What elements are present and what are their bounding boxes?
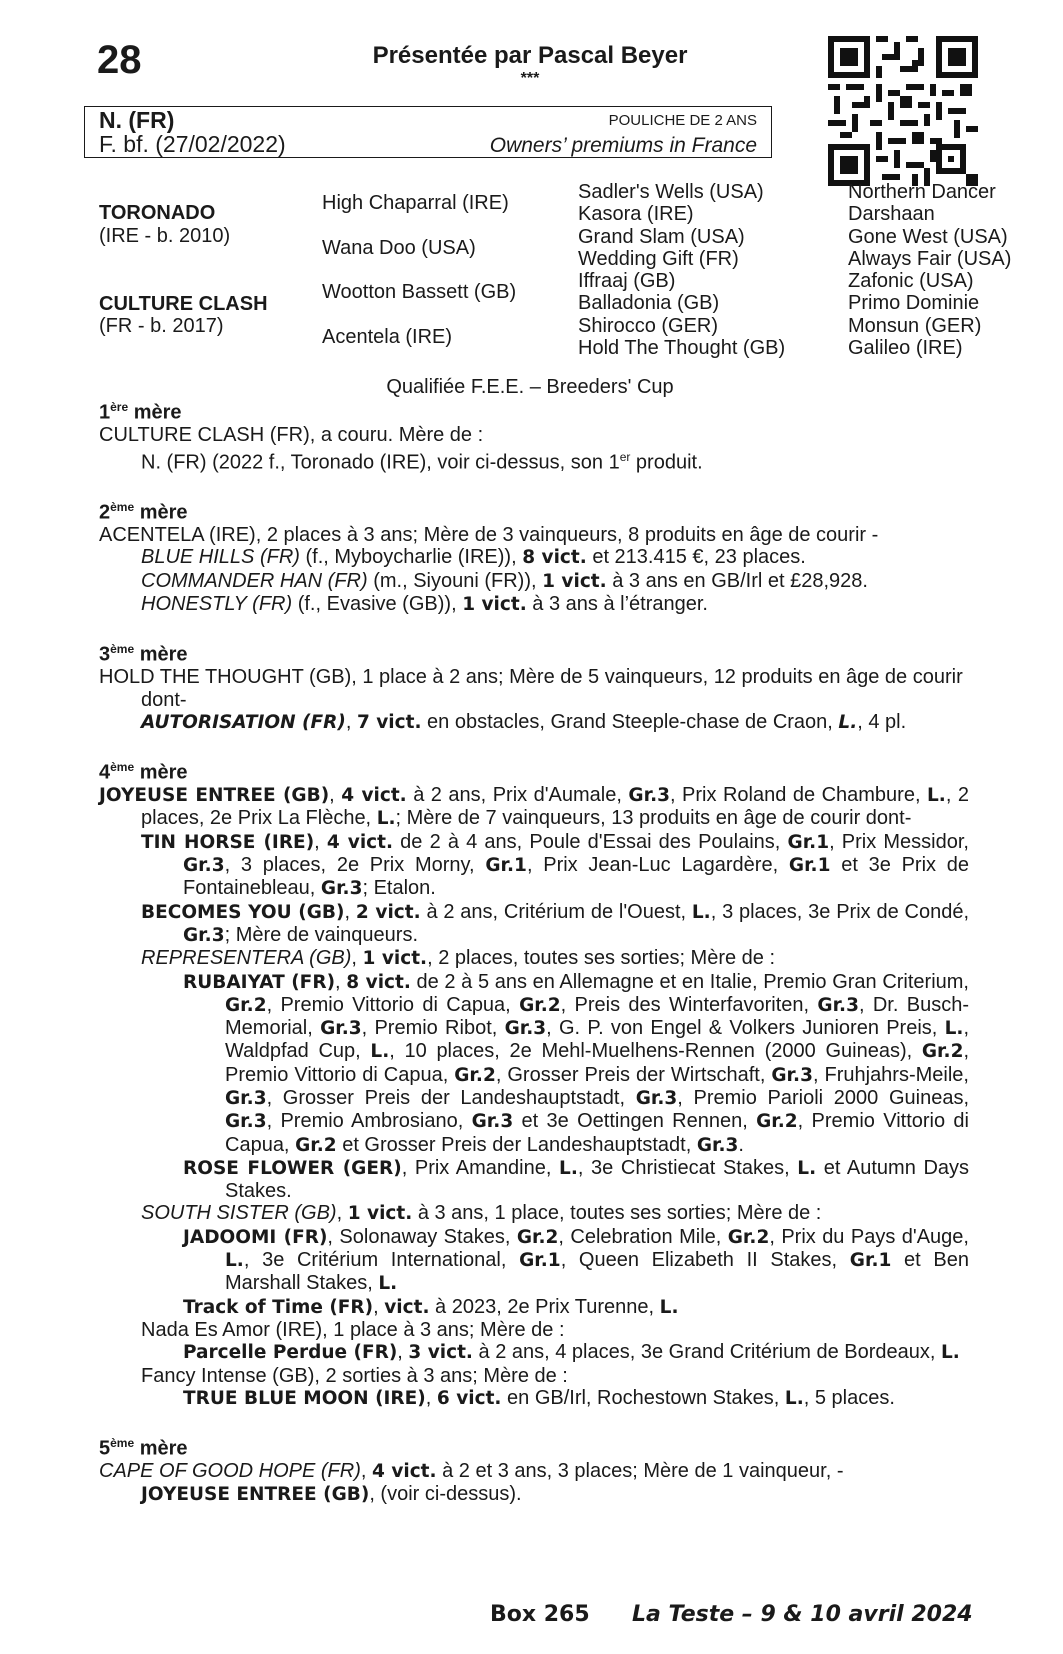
horse-name: N. (FR)	[99, 107, 175, 133]
pedigree-gen3-item: Wedding Gift (FR)	[578, 248, 739, 270]
dam-line	[99, 396, 969, 1529]
pedigree-sire-info: (IRE - b. 2010)	[99, 225, 231, 247]
pedigree-gen3-item: Grand Slam (USA)	[578, 226, 745, 248]
produce-entry: TIN HORSE (IRE), 4 vict. de 2 à 4 ans, Poule d'Essai des Poulains, Gr.1, Prix Messidor, Gr.3, 3 places, 2e Prix Morny, Gr.1, Prix Jean-Luc Lagardère, Gr.1 et 3e Prix de Fontainebleau, Gr.3; Etalon.	[141, 830, 970, 900]
produce-entry: RUBAIYAT (FR), 8 vict. de 2 à 5 ans en Allemagne et en Italie, Premio Gran Criterium, Gr.2, Premio Vittorio di Capua, Gr.2, Preis des Winterfavoriten, Gr.3, Dr. Busch-Memorial, Gr.3, Premio Ribot, Gr.3, G. P. von Engel & Volkers Junioren Preis, L., Waldpfad Cup, L., 10 places, 2e Mehl-Muelhens-Rennen (2000 Guineas), Gr.2, Premio Vittorio di Capua, Gr.2, Grosser Preis der Wirtschaft, Gr.3, Fruhjahrs-Meile, Gr.3, Grosser Preis der Landeshauptstadt, Gr.3, Premio Parioli 2000 Guineas, Gr.3, Premio Ambrosiano, Gr.3 et 3e Oettingen Rennen, Gr.2, Premio Vittorio di Capua, Gr.2 et Grosser Preis der Landeshauptstadt, Gr.3.	[183, 970, 970, 1156]
section-title: 1ère mère	[99, 400, 182, 424]
horse-description: F. bf. (27/02/2022)	[99, 131, 286, 157]
pedigree-gen4-item: Monsun (GER)	[848, 315, 982, 337]
produce-entry: Parcelle Perdue (FR), 3 vict. à 2 ans, 4 places, 3e Grand Critérium de Bordeaux, L.	[183, 1341, 960, 1364]
pedigree-gen4-item: Primo Dominie	[848, 292, 980, 314]
section-3rd-dam	[99, 638, 969, 734]
produce-entry: TRUE BLUE MOON (IRE), 6 vict. en GB/Irl, Rochestown Stakes, L., 5 places.	[183, 1386, 895, 1409]
horse-info-box	[84, 106, 772, 158]
pedigree-gen3-item: Kasora (IRE)	[578, 203, 694, 225]
qualification: Qualifiée F.E.E. – Breeders' Cup	[386, 376, 674, 398]
section-title: 3ème mère	[99, 642, 188, 666]
pedigree-gen3-item: Balladonia (GB)	[578, 292, 720, 314]
section-5th-dam	[99, 1432, 969, 1507]
pedigree-gen3-item: Hold The Thought (GB)	[578, 337, 786, 359]
produce-entry: JOYEUSE ENTREE (GB), (voir ci-dessus).	[141, 1483, 522, 1506]
pedigree-dam: CULTURE CLASH	[99, 293, 268, 315]
produce-entry: ROSE FLOWER (GER), Prix Amandine, L., 3e Christiecat Stakes, L. et Autumn Days Stakes.	[183, 1156, 970, 1203]
produce-entry: HONESTLY (FR) (f., Evasive (GB)), 1 vict. à 3 ans à l’étranger.	[141, 593, 708, 616]
section-2nd-dam	[99, 496, 969, 616]
produce-entry: JADOOMI (FR), Solonaway Stakes, Gr.2, Celebration Mile, Gr.2, Prix du Pays d'Auge, L., 3e Critérium International, Gr.1, Queen Elizabeth II Stakes, Gr.1 et Ben Marshall Stakes, L.	[183, 1225, 970, 1295]
pedigree-gen2-item: High Chaparral (IRE)	[322, 192, 509, 214]
produce-entry: REPRESENTERA (GB), 1 vict., 2 places, toutes ses sorties; Mère de :	[141, 947, 776, 970]
presenter-title: Présentée par Pascal Beyer	[372, 42, 688, 69]
footer-event: La Teste – 9 & 10 avril 2024	[632, 1602, 973, 1627]
section-title: 4ème mère	[99, 760, 188, 784]
lot-number: 28	[97, 38, 142, 82]
pedigree-gen4-item: Darshaan	[848, 203, 935, 225]
section-title: 2ème mère	[99, 500, 188, 524]
horse-premiums: Owners’ premiums in France	[489, 134, 757, 157]
produce-entry: BECOMES YOU (GB), 2 vict. à 2 ans, Critérium de l'Ouest, L., 3 places, 3e Prix de Condé, Gr.3; Mère de vainqueurs.	[141, 900, 969, 946]
produce-entry: COMMANDER HAN (FR) (m., Siyouni (FR)), 1 vict. à 3 ans en GB/Irl et £28,928.	[141, 569, 868, 592]
stars: ***	[520, 70, 540, 87]
dam-entry: CULTURE CLASH (FR), a couru. Mère de :	[99, 423, 484, 446]
pedigree-gen2-item: Wana Doo (USA)	[322, 237, 476, 259]
produce-entry: N. (FR) (2022 f., Toronado (IRE), voir ci-dessus, son 1er produit.	[141, 450, 703, 474]
produce-entry: Nada Es Amor (IRE), 1 place à 3 ans; Mère de :	[141, 1318, 565, 1341]
produce-entry: Fancy Intense (GB), 2 sorties à 3 ans; Mère de :	[141, 1364, 568, 1387]
produce-entry: AUTORISATION (FR), 7 vict. en obstacles, Grand Steeple-chase de Craon, L., 4 pl.	[141, 710, 907, 733]
pedigree-gen3-item: Iffraaj (GB)	[578, 270, 676, 292]
dam-entry: HOLD THE THOUGHT (GB), 1 place à 2 ans; Mère de 5 vainqueurs, 12 produits en âge de courir dont-	[99, 666, 963, 711]
qr-code-icon	[828, 36, 978, 186]
produce-entry: Track of Time (FR), vict. à 2023, 2e Prix Turenne, L.	[183, 1295, 679, 1318]
dam-entry: JOYEUSE ENTREE (GB), 4 vict. à 2 ans, Prix d'Aumale, Gr.3, Prix Roland de Chambure, L., 2 places, 2e Prix La Flèche, L.; Mère de 7 vainqueurs, 13 produits en âge de courir dont-	[99, 784, 969, 830]
pedigree-dam-info: (FR - b. 2017)	[99, 315, 224, 337]
pedigree-gen4-item: Always Fair (USA)	[848, 248, 1012, 270]
pedigree-gen4-item: Zafonic (USA)	[848, 270, 974, 292]
pedigree-gen4-item: Northern Dancer	[848, 181, 996, 203]
pedigree-gen3-item: Shirocco (GER)	[578, 315, 719, 337]
pedigree-gen3-item: Sadler's Wells (USA)	[578, 181, 764, 203]
pedigree-gen2-item: Wootton Bassett (GB)	[322, 281, 517, 303]
section-1st-dam	[99, 396, 969, 474]
pedigree-gen4-item: Galileo (IRE)	[848, 337, 963, 359]
produce-entry: SOUTH SISTER (GB), 1 vict. à 3 ans, 1 place, toutes ses sorties; Mère de :	[141, 1202, 822, 1225]
section-title: 5ème mère	[99, 1436, 188, 1460]
footer-box-number: Box 265	[490, 1602, 590, 1627]
section-4th-dam	[99, 756, 969, 1410]
dam-entry: CAPE OF GOOD HOPE (FR), 4 vict. à 2 et 3 ans, 3 places; Mère de 1 vainqueur, -	[99, 1460, 844, 1483]
dam-entry: ACENTELA (IRE), 2 places à 3 ans; Mère de 3 vainqueurs, 8 produits en âge de courir -	[99, 524, 879, 547]
produce-entry: BLUE HILLS (FR) (f., Myboycharlie (IRE)), 8 vict. et 213.415 €, 23 places.	[141, 546, 806, 569]
horse-type: POULICHE DE 2 ANS	[608, 112, 757, 129]
pedigree-gen2-item: Acentela (IRE)	[322, 326, 453, 348]
pedigree-sire: TORONADO	[99, 202, 216, 224]
pedigree-gen4-item: Gone West (USA)	[848, 226, 1008, 248]
